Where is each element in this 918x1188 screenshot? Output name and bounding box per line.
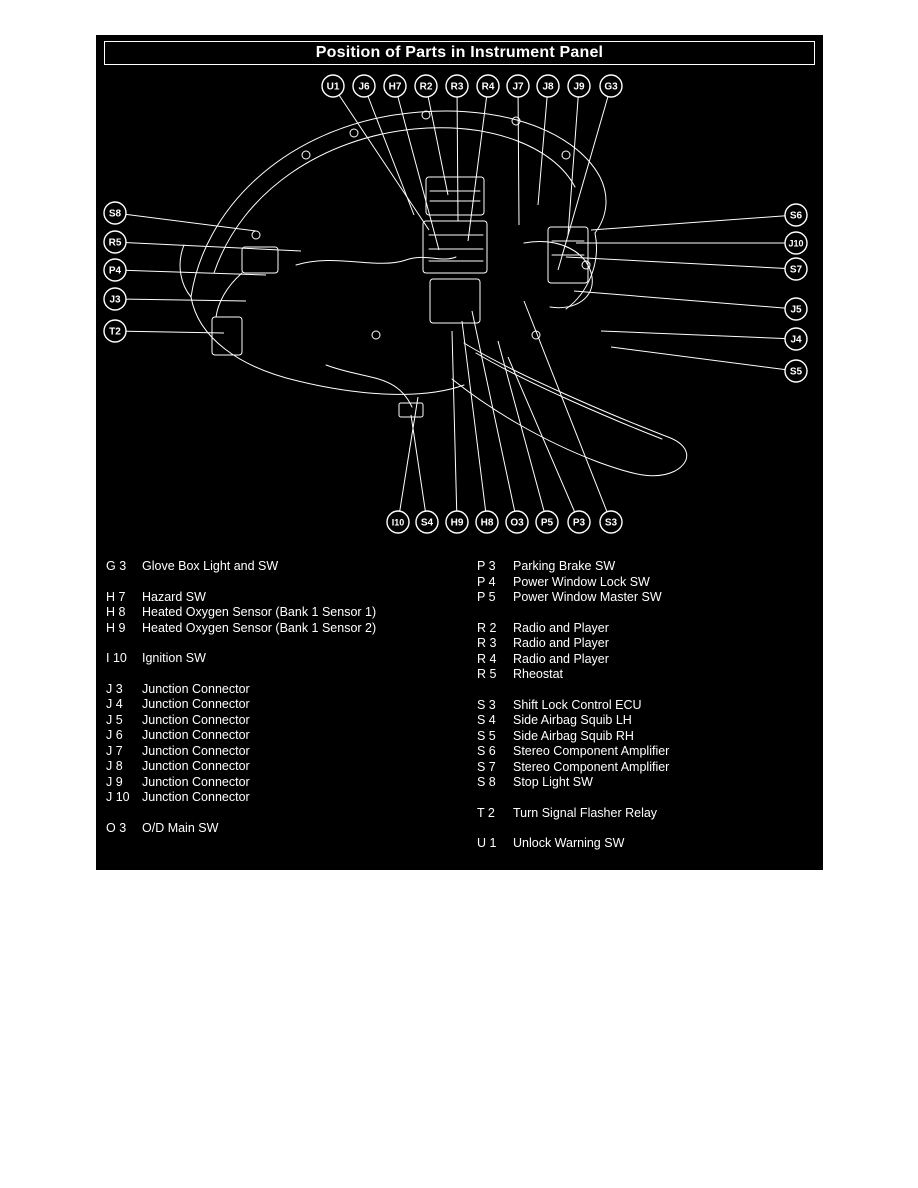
legend-entry [106,790,376,806]
legend-name: Junction Connector [142,697,250,711]
callout-g3 [600,75,622,97]
callout-label: S6 [789,210,803,222]
legend-name: Ignition SW [142,651,206,665]
legend-code: T 2 [477,805,495,820]
legend-entry [477,836,669,852]
callout-s7 [785,258,807,280]
legend-entry [477,667,669,683]
legend-entry [477,729,669,745]
callout-label: H8 [480,517,494,529]
callout-s5 [785,360,807,382]
legend-entry [106,621,376,637]
legend-code: S 8 [477,775,496,789]
callout-u1 [322,75,344,97]
callout-t2 [104,320,126,342]
callout-j7 [507,75,529,97]
legend-group [477,698,669,791]
callout-leader-line [611,347,796,371]
legend-group [477,559,669,606]
callout-label: S3 [604,517,618,529]
callout-label: R4 [481,81,495,93]
callout-label: H7 [388,81,402,93]
callout-label: J4 [790,334,802,346]
legend-code: J 5 [106,712,123,727]
callout-label: R5 [108,237,122,249]
callout-j9 [568,75,590,97]
callout-label: R2 [419,81,433,93]
callout-leader-line [398,397,418,522]
callout-j5 [785,298,807,320]
legend-entry [477,621,669,637]
callout-s6 [785,204,807,226]
legend-name: Side Airbag Squib LH [513,713,632,727]
legend-group [106,590,376,637]
legend-code: O 3 [106,820,127,835]
callout-label: S5 [789,366,803,378]
legend-entry [477,698,669,714]
callout-label: U1 [326,81,340,93]
legend-entry [477,652,669,668]
callout-p3 [568,511,590,533]
callout-j10 [785,232,807,254]
callout-label: H9 [450,517,464,529]
callout-label: J3 [109,294,121,306]
callout-label: R3 [450,81,464,93]
legend-entry [477,636,669,652]
callout-label: P4 [108,265,122,277]
legend-code: G 3 [106,559,127,573]
legend-code: J 7 [106,743,123,758]
callout-leader-line [524,301,611,522]
legend-group [477,836,669,852]
legend-name: Junction Connector [142,790,250,804]
legend-name: Stereo Component Amplifier [513,744,670,758]
legend-name: Unlock Warning SW [513,836,625,850]
callout-leader-line [518,86,519,225]
legend-name: Radio and Player [513,636,609,650]
callout-j8 [537,75,559,97]
legend-code: J 3 [106,681,123,696]
instrument-panel-diagram [96,35,823,555]
legend-name: Stop Light SW [513,775,593,789]
legend-name: Junction Connector [142,743,250,758]
legend-code: P 4 [477,574,496,589]
legend-code: H 8 [106,605,126,619]
legend-entry [106,759,376,775]
legend-entry [477,590,669,606]
legend-name: Turn Signal Flasher Relay [513,805,658,820]
legend-right-column [477,559,669,867]
legend-code: R 3 [477,636,497,650]
callout-label: J7 [512,81,524,93]
callout-label: G3 [604,81,618,93]
page-title-text: Position of Parts in Instrument Panel [315,44,604,61]
callout-r3 [446,75,468,97]
legend-entry [477,760,669,776]
callout-leader-line [566,257,796,269]
legend-entry [106,713,376,729]
callout-s4 [416,511,438,533]
legend-entry [106,728,376,744]
legend-name: Parking Brake SW [513,559,616,573]
legend-name: Heated Oxygen Sensor (Bank 1 Sensor 2) [142,620,377,635]
callout-leader-line [395,86,439,250]
legend-name: Junction Connector [142,712,250,727]
callout-leader-line [601,331,796,339]
legend-entry [106,682,376,698]
legend-left-column [106,559,376,851]
legend-name: Junction Connector [142,681,250,696]
legend-code: J 8 [106,759,123,773]
legend-name: Junction Connector [142,774,250,789]
legend-code: J 4 [106,697,123,711]
callout-leader-line [538,86,548,205]
callout-label: O3 [510,517,524,529]
callout-h7 [384,75,406,97]
callout-leader-line [568,86,579,235]
legend-code: I 10 [106,651,127,665]
legend-entry [106,559,376,575]
callout-s3 [600,511,622,533]
callout-leader-line [426,86,448,195]
callout-label: J10 [788,238,804,249]
callout-o3 [506,511,528,533]
legend-name: Radio and Player [513,620,609,635]
callout-p5 [536,511,558,533]
legend-entry [106,775,376,791]
legend-name: Radio and Player [513,651,609,666]
callout-leader-line [508,357,579,522]
callout-label: I10 [391,517,405,528]
legend-code: S 5 [477,728,496,743]
legend-entry [106,697,376,713]
callout-leader-line [115,299,246,301]
legend-group [106,559,376,575]
callout-label: J5 [790,304,802,316]
callout-label: J8 [542,81,554,93]
legend-name: Power Window Master SW [513,590,662,604]
legend-entry [106,744,376,760]
legend-entry [477,713,669,729]
legend-name: Side Airbag Squib RH [513,728,634,743]
legend-code: P 3 [477,559,496,573]
callout-label: J9 [573,81,585,93]
callout-leader-line [472,311,517,522]
legend-group [477,806,669,822]
legend-name: Power Window Lock SW [513,574,650,589]
callout-s8 [104,202,126,224]
callout-r5 [104,231,126,253]
callout-label: J6 [358,81,370,93]
legend-entry [106,821,376,837]
callout-label: S7 [789,264,803,276]
legend-code: S 6 [477,744,496,758]
callout-label: S4 [420,517,434,529]
callout-leader-line [364,86,414,215]
legend-name: Heated Oxygen Sensor (Bank 1 Sensor 1) [142,605,377,619]
legend-code: J 9 [106,774,123,789]
callout-layer [104,75,807,533]
legend-code: H 7 [106,589,126,604]
legend-code: S 4 [477,713,496,727]
legend-name: Junction Connector [142,759,250,773]
diagram-panel [96,35,823,870]
legend-entry [477,744,669,760]
instrument-panel-drawing [180,111,687,476]
legend-code: R 4 [477,651,497,666]
legend-name: Rheostat [513,667,564,681]
callout-label: P5 [540,517,554,529]
callout-j3 [104,288,126,310]
legend-entry [477,575,669,591]
legend-code: S 3 [477,697,496,712]
legend-group [477,621,669,683]
callout-h8 [476,511,498,533]
legend-code: P 5 [477,590,496,604]
legend-code: J 6 [106,728,123,742]
callout-leader-line [591,215,796,230]
legend-code: U 1 [477,836,497,850]
legend-name: Junction Connector [142,728,250,742]
legend-entry [477,806,669,822]
callout-leader-line [558,86,611,270]
callout-i10 [387,511,409,533]
callout-leader-line [452,331,457,522]
callout-h9 [446,511,468,533]
callout-leader-line [411,415,427,522]
callout-leader-line [468,86,488,241]
callout-label: P3 [572,517,586,529]
callout-r2 [415,75,437,97]
legend-entry [477,559,669,575]
callout-j4 [785,328,807,350]
legend-code: R 2 [477,620,497,635]
legend-name: Shift Lock Control ECU [513,697,642,712]
legend-name: Hazard SW [142,589,206,604]
callout-leader-line [462,321,487,522]
callout-label: S8 [108,208,122,220]
legend-group [106,651,376,667]
legend-code: H 9 [106,620,126,635]
legend-code: S 7 [477,759,496,774]
legend-entry [477,775,669,791]
legend-code: J 10 [106,790,130,804]
callout-p4 [104,259,126,281]
legend-name: Glove Box Light and SW [142,559,279,573]
legend-entry [106,605,376,621]
legend-entry [106,651,376,667]
legend-group [106,821,376,837]
legend-group [106,682,376,806]
callout-label: T2 [109,326,121,338]
callout-r4 [477,75,499,97]
legend-name: O/D Main SW [142,820,219,835]
callout-leader-line [574,291,796,309]
callout-leader-line [115,213,256,231]
callout-j6 [353,75,375,97]
legend-code: R 5 [477,667,497,681]
legend-entry [106,590,376,606]
legend-name: Stereo Component Amplifier [513,759,670,774]
